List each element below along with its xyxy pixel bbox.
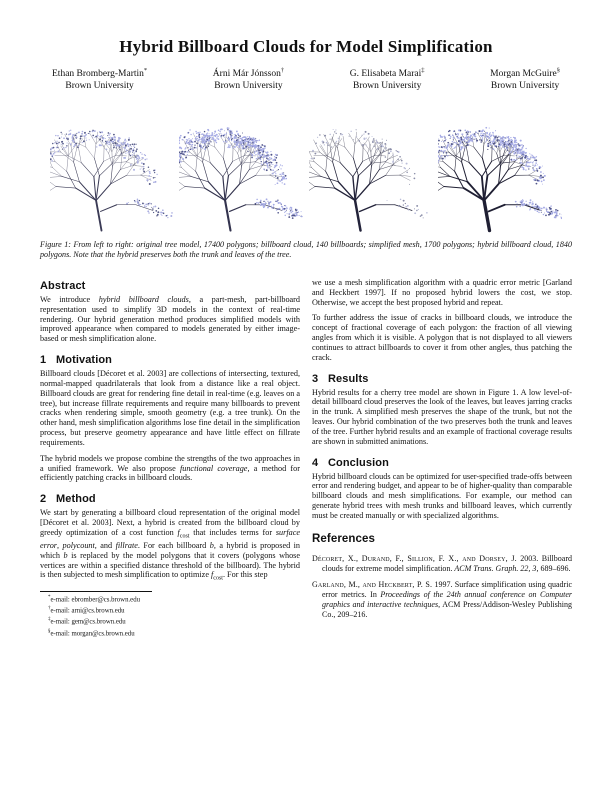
footnote-email: §e-mail: morgan@cs.brown.edu xyxy=(48,628,135,637)
reference-entry: Décoret, X., Durand, F., Sillion, F. X., and Dorsey, J. 2003. Billboard clouds for extreme model simplification. ACM Trans. Graph. 22, 3, 689–696. xyxy=(312,553,572,573)
heading-abstract: Abstract xyxy=(40,279,86,292)
author-affiliation: Brown University xyxy=(214,80,283,91)
figure-1 xyxy=(50,103,562,235)
figure-caption xyxy=(40,240,572,260)
author-name: Ethan Bromberg-Martin* xyxy=(52,66,148,79)
results-paragraph: Hybrid results for a cherry tree model are shown in Figure 1. A low level-of-detail billboard cloud preserves the look of the leaves, but leaves jarring cracks in the trunk. A simplified mesh preserves the shape of the trunk, but not the leaves. Our hybrid combination of the two preserves both the trunk and leaves of the tree. Further hybrid results and an example of fractional coverage results are shown in submitted animations. xyxy=(312,387,572,446)
right-column xyxy=(312,276,572,639)
heading-motivation: 1 Motivation xyxy=(40,354,112,367)
conclusion-paragraph: Hybrid billboard clouds can be optimized for user-specified trade-offs between error and rendering budget, and appear to be of higher-quality than comparable billboard clouds and mesh simplifications. For example, our method can generate hybrid trees with mesh trunks and billboard leaves, which currently must be created manually or with specialized algorithms. xyxy=(312,471,572,520)
footnote-list xyxy=(40,592,300,638)
author-mark: ‡ xyxy=(421,66,425,74)
abstract-paragraph: We introduce hybrid billboard clouds, a part-mesh, part-billboard representation used to simplify 3D models in the context of real-time rendering. Our hybrid generation method produces simplified models with improved appearance when compared to models generated by either image-based or mesh simplification alone. xyxy=(40,294,301,344)
author-block xyxy=(213,67,284,93)
author-block xyxy=(350,67,425,93)
author-block xyxy=(52,67,147,93)
two-column-body xyxy=(40,276,572,639)
motivation-paragraph-2: The hybrid models we propose combine the strengths of the two approaches in a unified framework. We also propose functional coverage, a method for efficiently patching cracks in billboard clouds. xyxy=(40,453,300,483)
method-paragraph-3: To further address the issue of cracks in billboard clouds, we introduce the concept of fractional coverage of each polygon: the fraction of all viewing angles from which it is visible. A polygon that is not displayed to all viewers continues to attract billboards to cover it from other angles, thus patching the crack. xyxy=(312,313,572,362)
heading-method: 2 Method xyxy=(40,493,96,506)
motivation-paragraph-1: Billboard clouds [Décoret et al. 2003] are collections of intersecting, textured, normal-mapped quadrilaterals that look from a distance like a real object. Billboard clouds are great for rendering fine detail in real-time (e.g. leaves on a tree), but increase fillrate requirements and require many billboards to prevent cracks when rendering simple, smooth geometry (e.g. a tree trunk). On the other hand, mesh simplification algorithms lose fine detail in the simplification process, but preserve geometry appearance and have little effect on fillrate requirements. xyxy=(40,369,300,447)
tree-image-simplified-mesh xyxy=(309,103,433,235)
heading-references: References xyxy=(312,532,376,545)
author-block xyxy=(490,67,560,93)
method-paragraph-continuation: we use a mesh simplification algorithm with a quadric error metric [Garland and Heckbert 1997]. If no proposed hybrid lowers the cost, we stop. Otherwise, we accept the best proposed hybrid and repeat. xyxy=(312,277,572,307)
figure-caption-text: From left to right: original tree model, 17400 polygons; billboard cloud, 140 billboards; simplified mesh, 1700 polygons; hybrid billboard cloud, 1840 polygons. Note that the hybrid preserves both the trunk and leaves of the tree. xyxy=(40,239,572,259)
author-name: Morgan McGuire§ xyxy=(490,66,560,79)
footnote-email: †e-mail: arni@cs.brown.edu xyxy=(48,606,125,615)
footnote-email: *e-mail: ebromber@cs.brown.edu xyxy=(48,595,140,604)
page-title: Hybrid Billboard Clouds for Model Simplification xyxy=(119,37,493,56)
left-column xyxy=(40,276,300,639)
author-affiliation: Brown University xyxy=(65,80,134,91)
author-affiliation: Brown University xyxy=(352,80,422,91)
heading-results: 3 Results xyxy=(312,372,369,385)
tree-image-hybrid xyxy=(438,103,562,235)
heading-conclusion: 4 Conclusion xyxy=(312,456,389,469)
footnote-email: ‡e-mail: gem@cs.brown.edu xyxy=(48,617,126,626)
author-row xyxy=(52,67,560,93)
tree-image-billboard-cloud xyxy=(179,103,303,235)
math-f-cost: f xyxy=(211,570,214,580)
method-paragraph-1: We start by generating a billboard cloud representation of the original model [Décoret et al. 2003]. Next, a hybrid is created from the billboard cloud by greedy optimization of a cost function $f_{cost}$ that includes terms for surface error, polycount, and fillrate. For each billboard b, a hybrid is proposed in which b is replaced by the model polygons that it covers (polygons whose vertices are within a specified distance threshold of the billboard). The hybrid is then subjected to mesh simplification to optimize $f_{cost}$. For this step xyxy=(40,508,301,582)
author-mark: * xyxy=(143,66,148,74)
tree-image-original-model xyxy=(50,103,174,235)
math-f-cost: f xyxy=(177,528,180,537)
author-affiliation: Brown University xyxy=(490,80,560,91)
author-name: G. Elisabeta Marai‡ xyxy=(349,66,425,79)
author-mark: † xyxy=(280,66,285,74)
reference-entry: Garland, M., and Heckbert, P. S. 1997. Surface simplification using quadric error metrics. In Proceedings of the 24th annual conference on Computer graphics and interactive techniques, ACM Press/Addison-Wesley Publishing Co., 209–216. xyxy=(312,580,572,619)
figure-caption-label: Figure 1: xyxy=(40,239,71,249)
author-name: Árni Már Jónsson† xyxy=(212,66,285,79)
author-mark: § xyxy=(556,66,560,74)
